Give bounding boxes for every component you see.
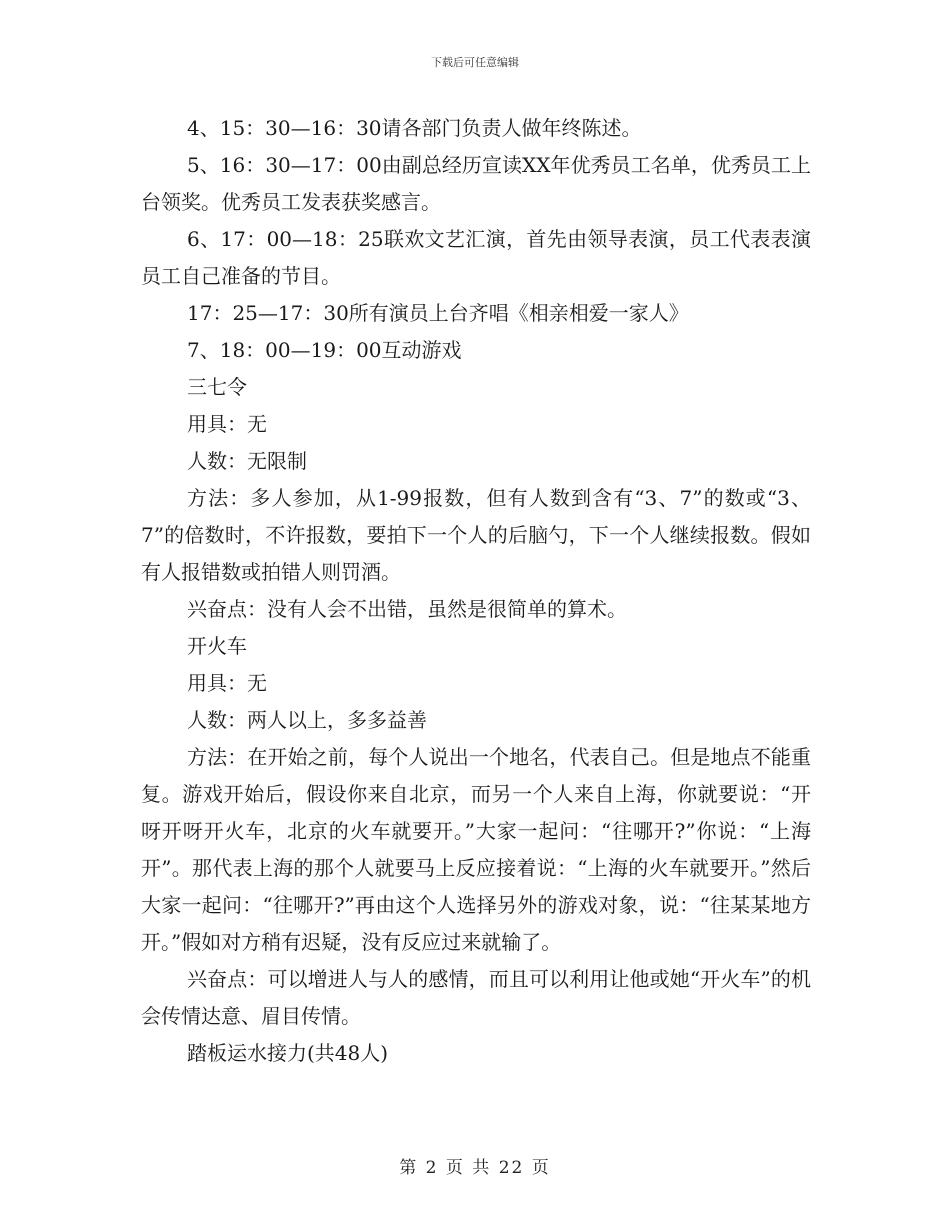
paragraph-schedule-4: 4、15：30—16：30请各部门负责人做年终陈述。 [187,116,642,140]
game-players: 人数：无限制 [187,449,307,473]
game-title-relay: 踏板运水接力(共48人) [187,1041,389,1065]
game-method: 方法：在开始之前，每个人说出一个地名，代表自己。但是地点不能重复。游戏开始后，假设你来自北京，而另一个人来自上海，你就要说：“开呀开呀开火车，北京的火车就要开。”大家一起问：“往哪开?”你说：“上海开”。那代表上海的那个人就要马上反应接着说：“上海的火车就要开。”然后大家一起问：“往哪开?”再由这个人选择另外的游戏对象，说：“往某某地方开。”假如对方稍有迟疑，没有反应过来就输了。 [141,745,811,954]
game-tools: 用具：无 [187,412,267,436]
game-highlight: 兴奋点：没有人会不出错，虽然是很简单的算术。 [187,597,627,621]
paragraph-schedule-song: 17：25—17：30所有演员上台齐唱《相亲相爱一家人》 [187,301,689,325]
page-number: 第 2 页 共 22 页 [399,1158,551,1178]
game-highlight: 兴奋点：可以增进人与人的感情，而且可以利用让他或她“开火车”的机会传情达意、眉目传情。 [141,967,811,1028]
document-body [141,110,811,1072]
paragraph-schedule-7: 7、18：00—19：00互动游戏 [187,338,462,362]
game-players: 人数：两人以上，多多益善 [187,708,427,732]
game-tools: 用具：无 [187,671,267,695]
game-title-kaihuoche: 开火车 [187,634,247,658]
game-method: 方法：多人参加，从1-99报数，但有人数到含有“3、7”的数或“3、7”的倍数时，不许报数，要拍下一个人的后脑勺，下一个人继续报数。假如有人报错数或拍错人则罚酒。 [141,486,811,584]
paragraph-schedule-5: 5、16：30—17：00由副总经历宣读XX年优秀员工名单，优秀员工上台领奖。优秀员工发表获奖感言。 [141,153,811,214]
paragraph-schedule-6: 6、17：00—18：25联欢文艺汇演，首先由领导表演，员工代表表演员工自己准备的节目。 [141,227,811,288]
page-header-note: 下载后可任意编辑 [431,56,519,69]
game-title-sanqiling: 三七令 [187,375,247,399]
